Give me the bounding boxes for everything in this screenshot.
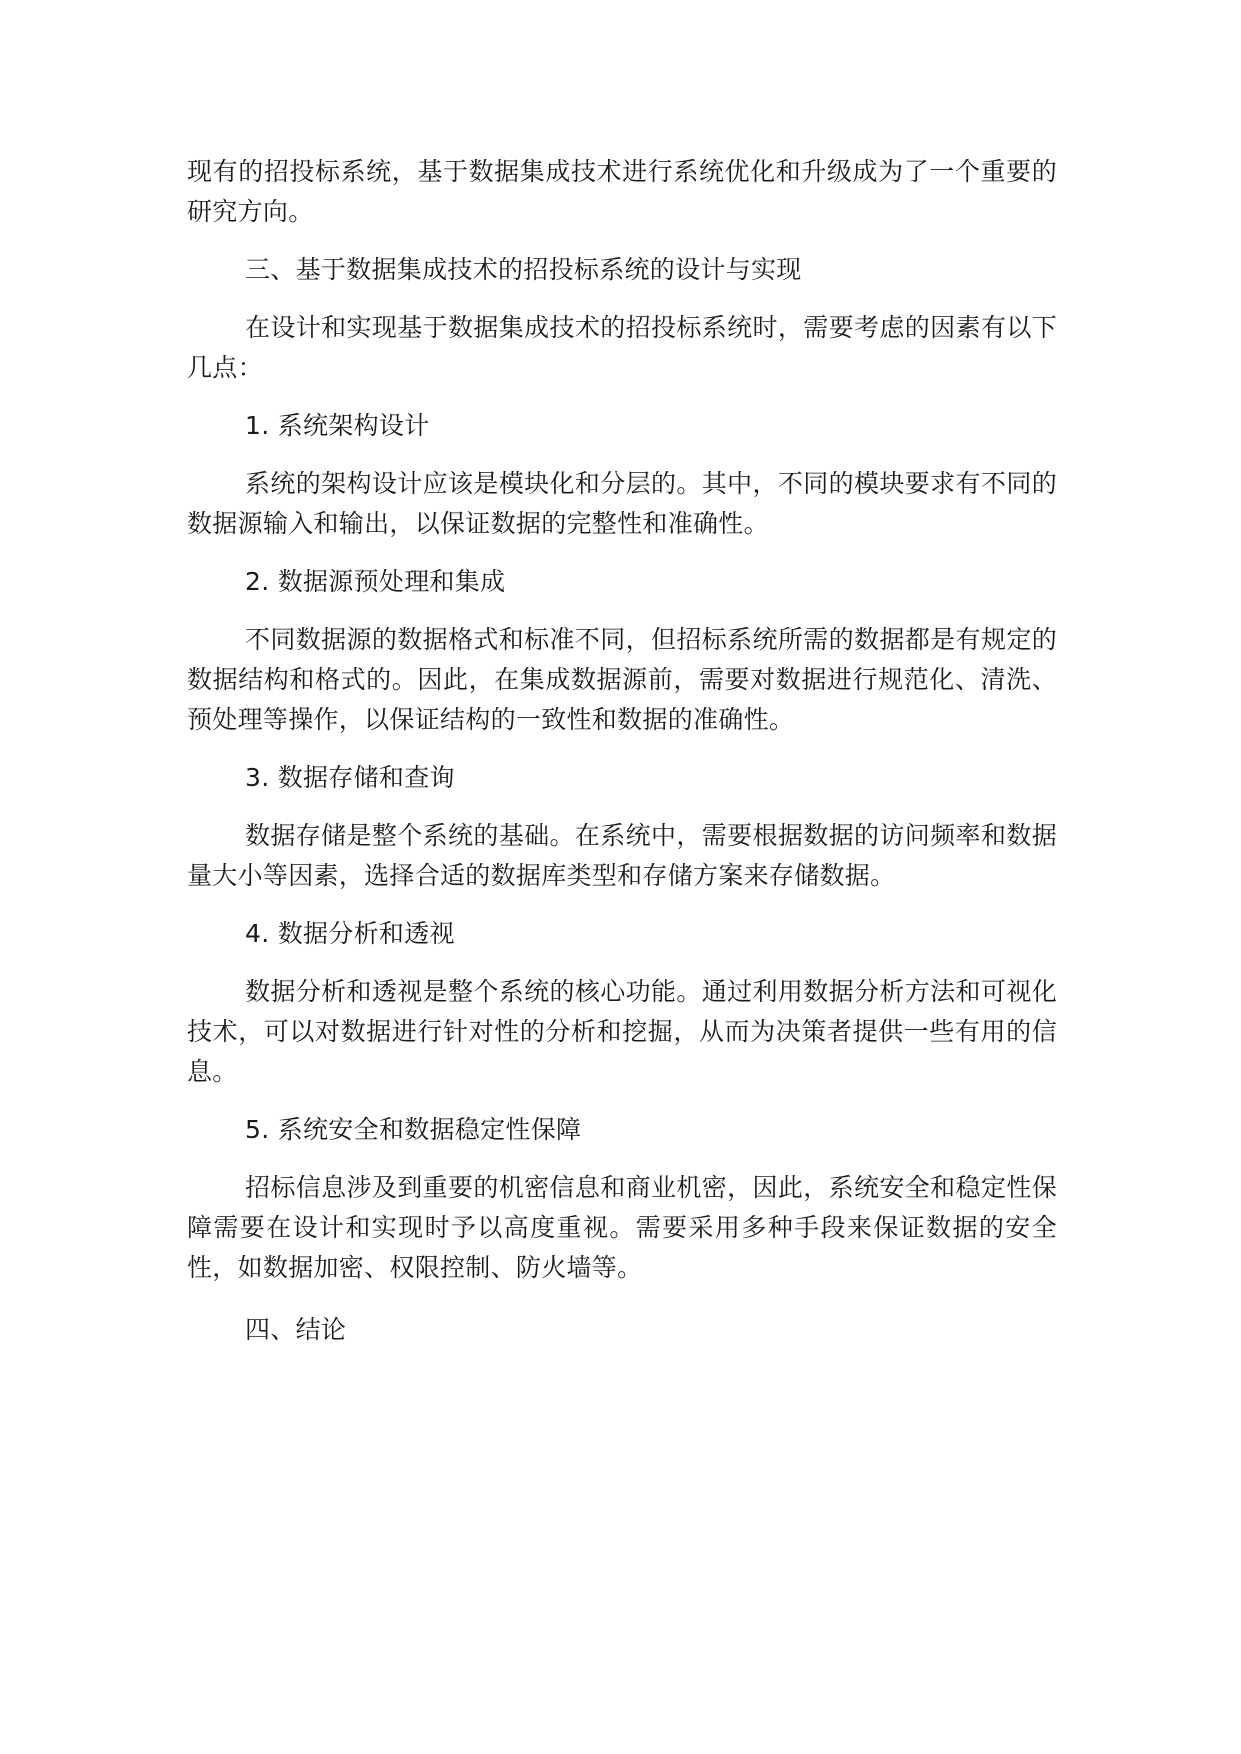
subheading-5: 5. 系统安全和数据稳定性保障 [245,1115,582,1144]
document-body [187,152,1057,1350]
section-heading-4: 四、结论 [245,1315,347,1344]
subheading-1: 1. 系统架构设计 [245,411,430,440]
section-heading-3: 三、基于数据集成技术的招投标系统的设计与实现 [245,255,802,284]
subheading-3: 3. 数据存储和查询 [245,763,455,792]
paragraph-storage: 数据存储是整个系统的基础。在系统中，需要根据数据的访问频率和数据量大小等因素，选择合适的数据库类型和存储方案来存储数据。 [187,821,1057,890]
subheading-4: 4. 数据分析和透视 [245,919,455,948]
paragraph-intro: 在设计和实现基于数据集成技术的招投标系统时，需要考虑的因素有以下几点： [187,313,1057,382]
paragraph-architecture: 系统的架构设计应该是模块化和分层的。其中，不同的模块要求有不同的数据源输入和输出，以保证数据的完整性和准确性。 [187,469,1057,538]
paragraph-continuation: 现有的招投标系统，基于数据集成技术进行系统优化和升级成为了一个重要的研究方向。 [187,157,1057,226]
paragraph-analysis: 数据分析和透视是整个系统的核心功能。通过利用数据分析方法和可视化技术，可以对数据进行针对性的分析和挖掘，从而为决策者提供一些有用的信息。 [187,977,1057,1086]
paragraph-preprocessing: 不同数据源的数据格式和标准不同，但招标系统所需的数据都是有规定的数据结构和格式的。因此，在集成数据源前，需要对数据进行规范化、清洗、预处理等操作，以保证结构的一致性和数据的准确性。 [187,625,1057,734]
subheading-2: 2. 数据源预处理和集成 [245,567,506,596]
paragraph-security: 招标信息涉及到重要的机密信息和商业机密，因此，系统安全和稳定性保障需要在设计和实现时予以高度重视。需要采用多种手段来保证数据的安全性，如数据加密、权限控制、防火墙等。 [187,1173,1057,1282]
